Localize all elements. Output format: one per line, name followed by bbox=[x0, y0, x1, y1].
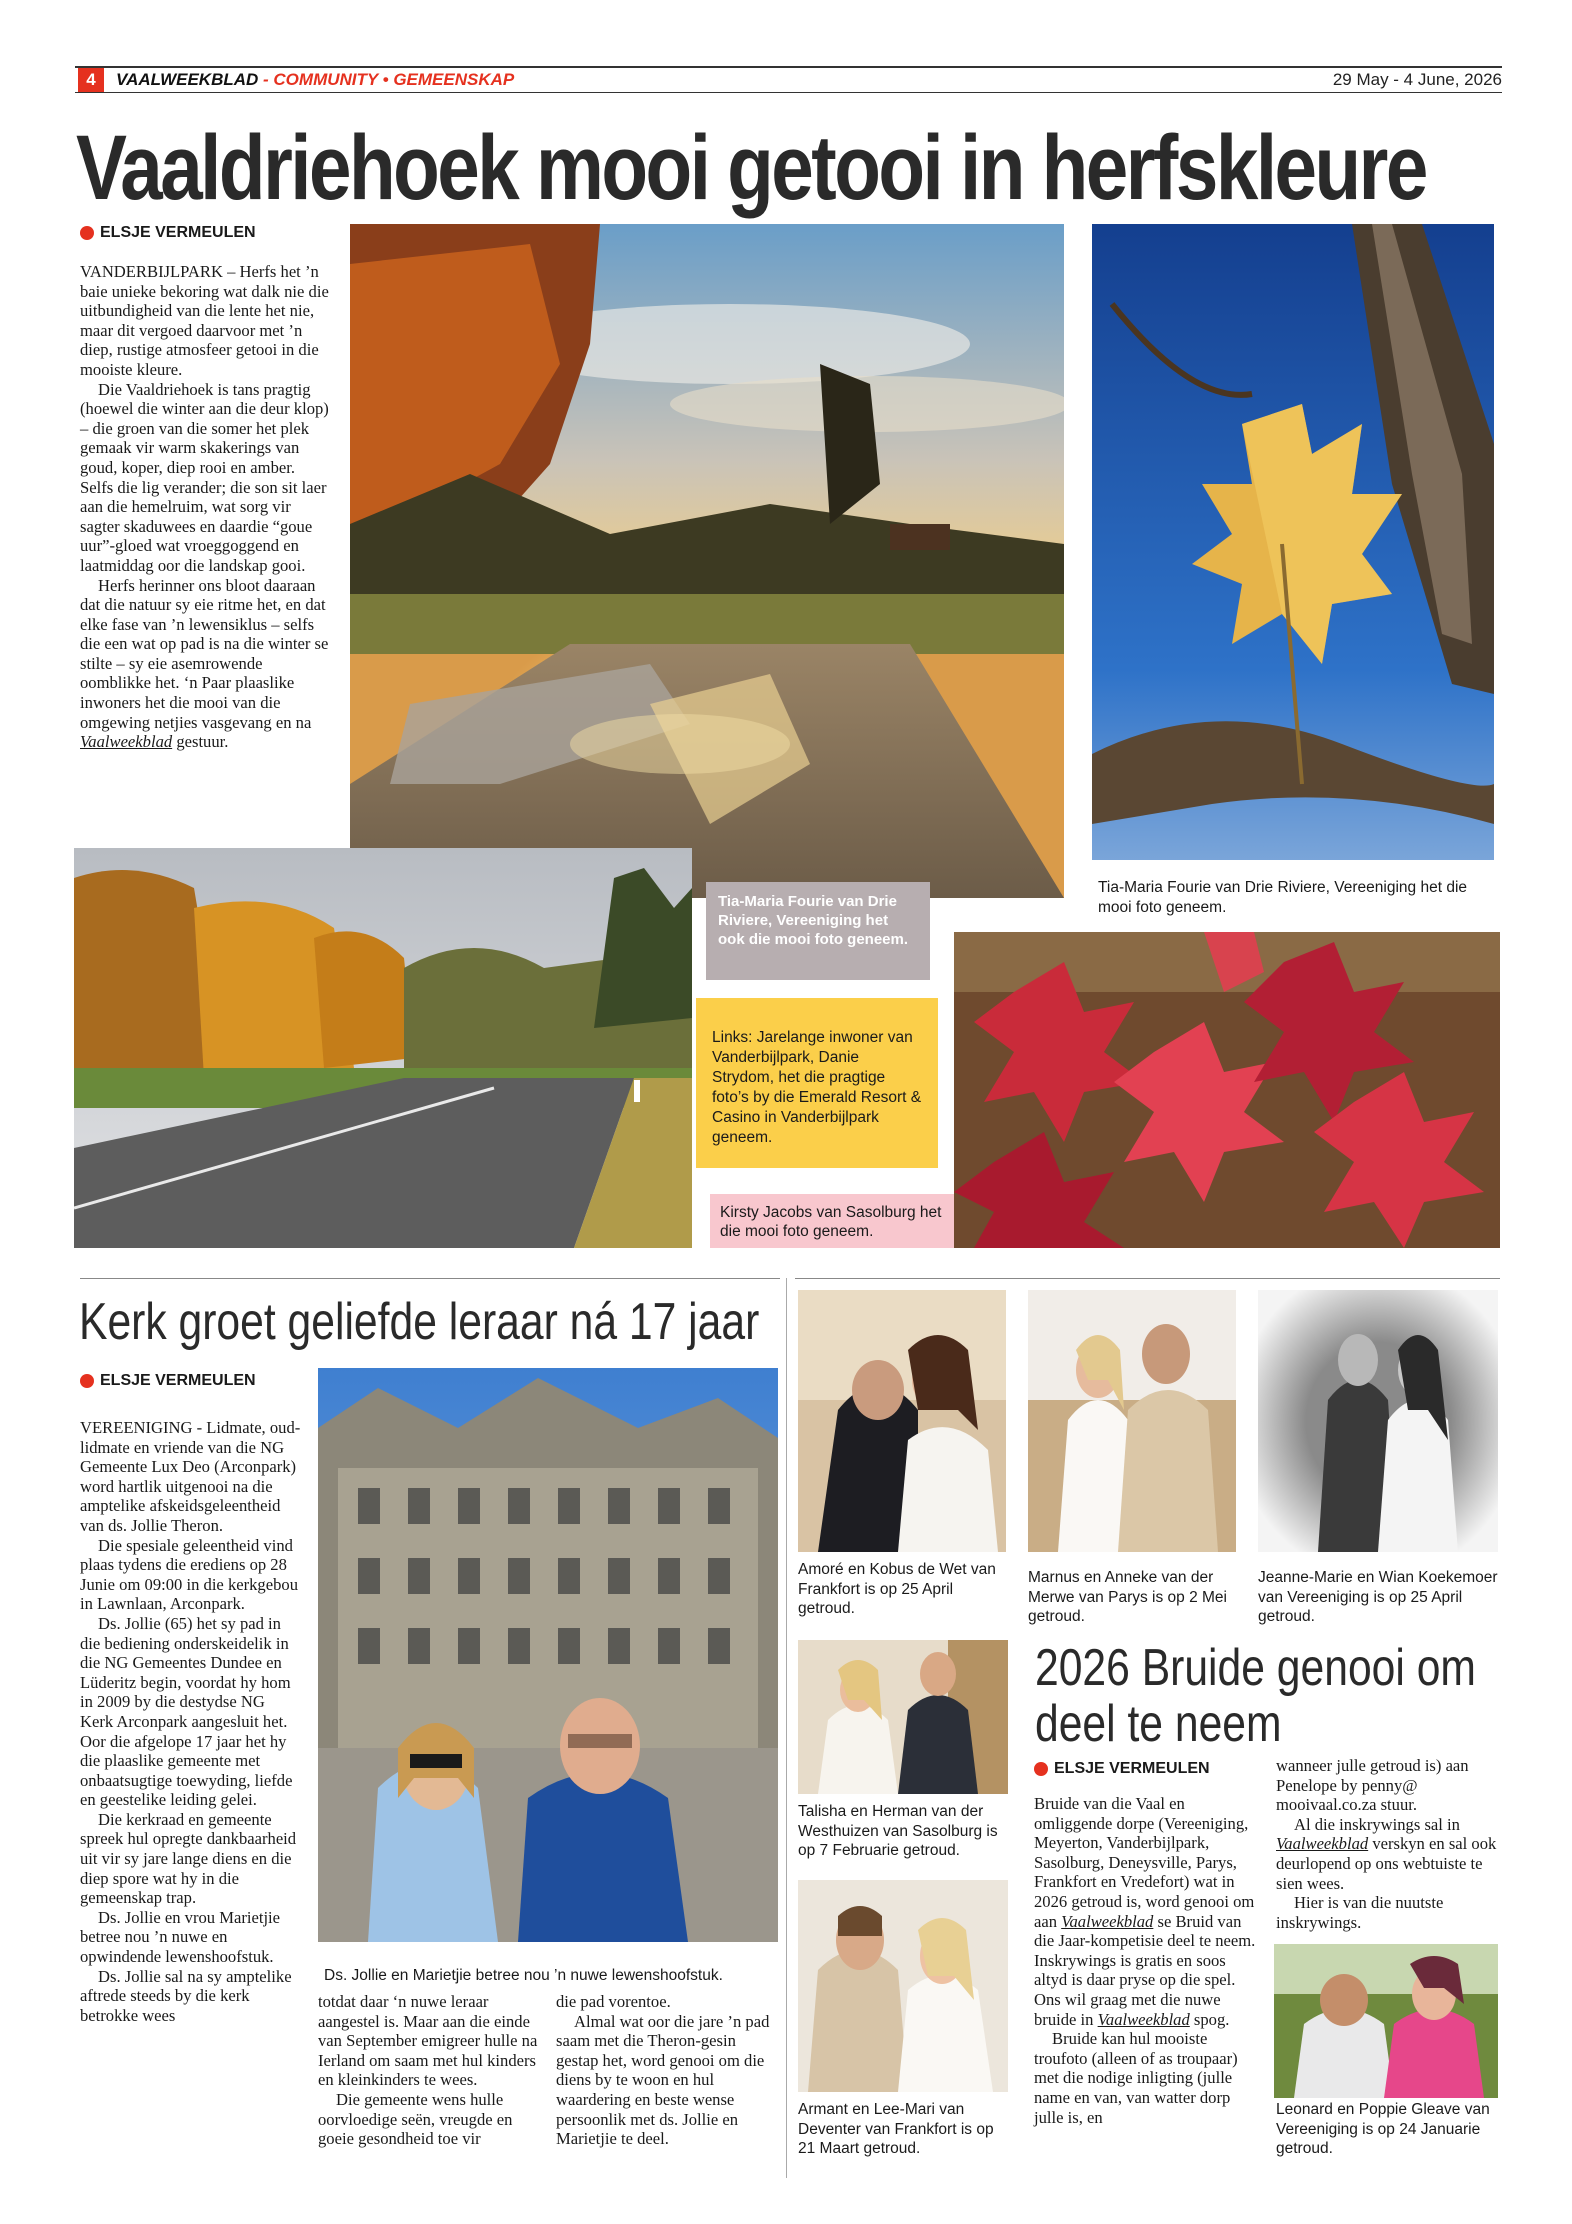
photo-leonard-poppie bbox=[1274, 1944, 1498, 2098]
caption-yellow-text: Links: Jarelange inwoner van Vanderbijlpark, Danie Strydom, het die pragtige foto’s by die Emerald Resort & Casino in Vanderbijlpark geneem. bbox=[712, 1029, 922, 1146]
byline-dot-icon bbox=[80, 1374, 94, 1388]
caption-leonard: Leonard en Poppie Gleave van Vereeniging is op 24 Januarie getroud. bbox=[1276, 2101, 1490, 2157]
bruide-headline bbox=[1035, 1640, 1476, 1752]
article1-text: Herfs herinner ons bloot daaraan dat die natuur sy eie ritme het, en dat elke fase van ’n lewensiklus – selfs die een wat op pad is na die winter se stilte – sy eie asemrowende oomblikke het. ‘n Paar plaaslike inwoners het die mooi van die omgewing netjies vasgevang en na bbox=[80, 575, 329, 732]
photo-autumn-leaf bbox=[1092, 224, 1494, 860]
header-rule-bottom bbox=[75, 92, 1502, 93]
article2-paragraph: totdat daar ‘n nuwe leraar aangestel is. Maar aan die einde van September emigreer hulle na Ierland om saam met hul kinders en kleinkinders te wees. bbox=[318, 1992, 538, 2090]
section-divider-right bbox=[795, 1278, 1500, 1279]
caption-pink-text: Kirsty Jacobs van Sasolburg het die mooi foto geneem. bbox=[720, 1204, 942, 1240]
article2-paragraph: VEREENIGING - Lidmate, oud-lidmate en vriende van die NG Gemeente Lux Deo (Arconpark) word hartlik uitgenooi na die amptelike afskeidsgeleentheid van ds. Jollie Theron. bbox=[80, 1418, 301, 1535]
caption-jeanne: Jeanne-Marie en Wian Koekemoer van Vereeniging is op 25 April getroud. bbox=[1258, 1569, 1498, 1625]
article2-paragraph: Die gemeente wens hulle oorvloedige seën, vreugde en goeie gesondheid toe vir bbox=[318, 2089, 513, 2149]
article2-paragraph: Almal wat oor die jare ’n pad saam met die Theron-gesin gestap het, word genooi om die diens by te woon en hul waardering en beste wense persoonlik met ds. Jollie en Marietjie te deel. bbox=[556, 2011, 770, 2149]
caption-box-yellow bbox=[696, 998, 938, 1168]
byline-dot-icon bbox=[80, 226, 94, 240]
masthead-paper-name: VAALWEEKBLAD bbox=[116, 70, 259, 89]
caption-jollie-photo: Ds. Jollie en Marietjie betree nou ’n nuwe lewenshoofstuk. bbox=[324, 1967, 723, 1984]
article1-text: gestuur. bbox=[172, 732, 229, 752]
article2-paragraph: Ds. Jollie en vrou Marietjie betree nou ’n nuwe en opwindende lewenshoofstuk. bbox=[80, 1907, 281, 1967]
caption-box-grey bbox=[706, 882, 930, 980]
photo-marnus-anneke bbox=[1028, 1290, 1236, 1552]
article3-col2 bbox=[1276, 1756, 1498, 1932]
article3-paragraph bbox=[1276, 1815, 1498, 1893]
article3-byline bbox=[1034, 1760, 1210, 1778]
photo-talisha-herman bbox=[798, 1640, 1008, 1794]
photo-red-leaves bbox=[954, 932, 1500, 1248]
byline-author: ELSJE VERMEULEN bbox=[100, 224, 256, 241]
article3-text: Bruide van die Vaal en omliggende dorpe (Vereeniging, Meyerton, Vanderbijlpark, Sasolburg, Deneysville, Parys, Frankfort en Vredefort) wat in 2026 getroud is, word genooi om aan bbox=[1034, 1794, 1255, 1931]
article3-col1 bbox=[1034, 1794, 1260, 2127]
article3-text: verskyn en sal ook deurlopend op ons webtuiste te sien wees. bbox=[1276, 1834, 1497, 1893]
masthead bbox=[116, 68, 514, 92]
photo-jeanne-wian bbox=[1258, 1290, 1498, 1552]
article3-text: Al die inskrywings sal in bbox=[1294, 1814, 1460, 1834]
photo-jollie-marietjie bbox=[318, 1368, 778, 1942]
byline-author: ELSJE VERMEULEN bbox=[1054, 1760, 1210, 1777]
caption-amore: Amoré en Kobus de Wet van Frankfort is op 25 April getroud. bbox=[798, 1561, 996, 1617]
article2-col2 bbox=[318, 1992, 538, 2149]
article2-paragraph: Die spesiale geleentheid vind plaas tydens die erediens op 28 Junie om 09:00 in die kerkgebou in Lawnlaan, Arconpark. bbox=[80, 1535, 298, 1614]
bruide-headline-line1: 2026 Bruide genooi om bbox=[1035, 1639, 1476, 1697]
article3-paragraph: Bruide kan hul mooiste troufoto (alleen of as troupaar) met die nodige inligting (julle name en van, van watter dorp julle is, en bbox=[1034, 2029, 1238, 2127]
caption-marnus: Marnus en Anneke van der Merwe van Parys is op 2 Mei getroud. bbox=[1028, 1569, 1227, 1625]
article1-paragraph: VANDERBIJLPARK – Herfs het ’n baie unieke bekoring wat dalk nie die uitbundigheid van die lente het nie, maar dit vergoed daarvoor met ’n diep, rustige atmosfeer getooi in die mooiste kleure. bbox=[80, 262, 329, 379]
section-divider-left bbox=[80, 1278, 780, 1279]
caption-talisha: Talisha en Herman van der Westhuizen van Sasolburg is op 7 Februarie getroud. bbox=[798, 1803, 998, 1859]
article2-paragraph: Ds. Jollie sal na sy amptelike aftrede steeds by die kerk betrokke wees bbox=[80, 1966, 292, 2025]
page-number-badge: 4 bbox=[78, 68, 104, 92]
article2-byline bbox=[80, 1372, 256, 1390]
bruide-headline-line2: deel te neem bbox=[1035, 1695, 1282, 1753]
byline-dot-icon bbox=[1034, 1762, 1048, 1776]
article1-body bbox=[80, 262, 330, 752]
byline-author: ELSJE VERMEULEN bbox=[100, 1372, 256, 1389]
article1-paragraph: Die Vaaldriehoek is tans pragtig (hoewel die winter aan die deur klop) – die groen van die somer het plek gemaak vir warm skakerings van goud, koper, diep rooi en amber. Selfs die lig verander; die son sit laer aan die hemelruim, wat sorg vir sagter skaduwees en daardie “goue uur”-gloed wat vroeggoggend en laatmiddag oor die landskap gooi. bbox=[80, 379, 329, 575]
article2-paragraph: Die kerkraad en gemeente spreek hul opregte dankbaarheid uit vir sy jare lange diens en die diep spore wat hy in die gemeenskap trap. bbox=[80, 1809, 297, 1908]
article2-paragraph: die pad vorentoe. bbox=[556, 1992, 671, 2011]
paper-name-italic: Vaalweekblad bbox=[1061, 1911, 1154, 1931]
photo-armant-leemari bbox=[798, 1880, 1008, 2092]
article3-text: se Bruid van die Jaar-kompetisie deel te neem. Inskrywings is gratis en soos altyd is daar pryse op die spel. Ons wil graag met die nuwe bruide in bbox=[1034, 1911, 1256, 2029]
caption-leaf: Tia-Maria Fourie van Drie Riviere, Vereeniging het die mooi foto geneem. bbox=[1098, 879, 1468, 916]
paper-name-italic: Vaalweekblad bbox=[1276, 1834, 1369, 1854]
photo-amore-kobus bbox=[798, 1290, 1006, 1552]
article3-text: spog. bbox=[1189, 2009, 1230, 2029]
article2-col3 bbox=[556, 1992, 780, 2149]
article1-byline bbox=[80, 224, 256, 242]
article2-paragraph: Ds. Jollie (65) het sy pad in die bediening onderskeidelik in die NG Gemeentes Dundee en Lüderitz begin, voordat hy hom in 2009 by die destydse NG Kerk Arconpark aangesluit het. Oor die afgelope 17 jaar het hy die plaaslike gemeente met onbaatsugtige toewyding, liefde en geestelike leiding gelei. bbox=[80, 1613, 293, 1810]
caption-armant: Armant en Lee-Mari van Deventer van Frankfort is op 21 Maart getroud. bbox=[798, 2101, 994, 2157]
article2-col1 bbox=[80, 1418, 302, 2025]
caption-box-pink bbox=[710, 1194, 954, 1248]
masthead-section: COMMUNITY • GEMEENSKAP bbox=[273, 70, 515, 89]
article3-paragraph: wanneer julle getroud is) aan Penelope by penny@ mooivaal.co.za stuur. bbox=[1276, 1756, 1469, 1815]
article1-paragraph bbox=[80, 576, 330, 752]
masthead-separator: - bbox=[258, 70, 274, 89]
kerk-headline: Kerk groet geliefde leraar ná 17 jaar bbox=[79, 1293, 760, 1351]
article3-paragraph: Hier is van die nuutste inskrywings. bbox=[1276, 1893, 1444, 1932]
caption-grey-text: Tia-Maria Fourie van Drie Riviere, Vereeniging het ook die mooi foto geneem. bbox=[718, 893, 909, 948]
article3-paragraph bbox=[1034, 1794, 1260, 2029]
photo-sunset-path bbox=[350, 224, 1064, 898]
column-rule bbox=[786, 1278, 787, 2178]
photo-autumn-road bbox=[74, 848, 692, 1248]
issue-date: 29 May - 4 June, 2026 bbox=[1332, 70, 1502, 89]
main-headline: Vaaldriehoek mooi getooi in herfskleure bbox=[76, 117, 1426, 219]
paper-name-italic: Vaalweekblad bbox=[80, 732, 173, 752]
paper-name-italic: Vaalweekblad bbox=[1097, 2009, 1190, 2029]
